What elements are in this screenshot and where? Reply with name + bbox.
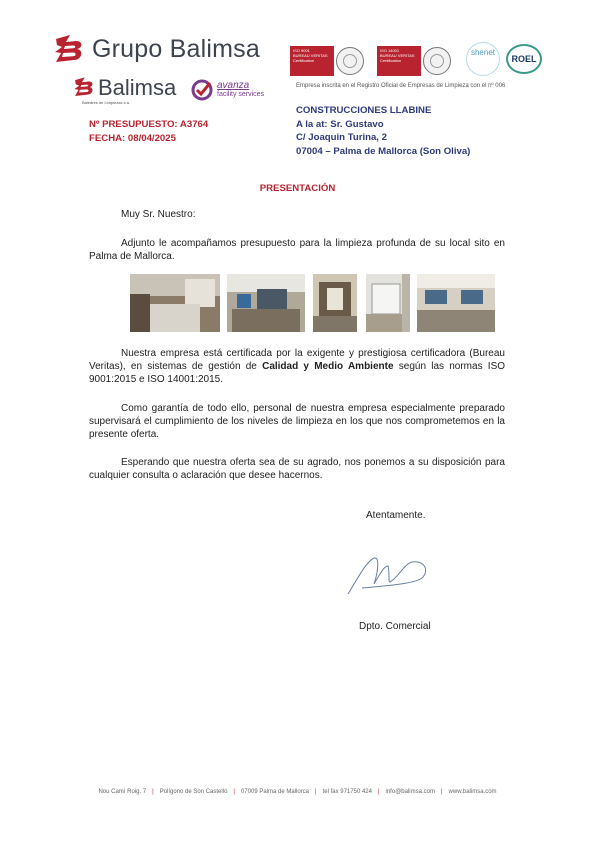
roel-logo: ROEL [506,44,542,74]
paragraph-certification-bold: Calidad y Medio Ambiente [262,361,394,372]
budget-block [89,118,208,145]
closing-text: Atentamente. [366,510,426,521]
paragraph-certification-text: Nuestra empresa está certificada por la exigente y prestigiosa certificadora (Bureau Veritas), en sistemas de gestión de [89,348,505,372]
recipient-block [296,104,470,158]
recipient-attention: A la at: Sr. Gustavo [296,118,384,130]
salutation [89,208,505,221]
paragraph-guarantee-text: Como garantía de todo ello, personal de nuestra empresa especialmente preparado supervisará el cumplimiento de los niveles de limpieza en los que nos comprometemos en la presente oferta. [89,403,505,440]
recipient-street: C/ Joaquin Turina, 2 [296,132,387,143]
paragraph-intro-text: Adjunto le acompañamos presupuesto para la limpieza profunda de su local sito en Palma de Mallorca. [89,238,505,262]
page-title: PRESENTACIÓN [259,183,336,194]
cert-label [377,46,421,76]
grupo-balimsa-logo [52,33,260,65]
salutation-text: Muy Sr. Nuestro: [121,209,196,220]
bureau-veritas-seal-icon [423,47,451,75]
balimsa-logo-text: Balimsa [98,75,177,100]
cert-line: Certification [380,57,402,63]
cert-label [290,46,334,76]
registry-text: Empresa inscrita en el Registro Oficial de Empresas de Limpieza con el nº 006 [296,83,506,89]
bureau-veritas-seal-icon [336,47,364,75]
shenet-logo: shenet [466,42,500,76]
office-photo [227,274,305,332]
footer-email-link[interactable]: info@balimsa.com [385,789,435,795]
avanza-logo [191,79,264,101]
balimsa-logo [72,75,177,105]
paragraph-closing-text: Esperando que nuestra oferta sea de su agrado, nos ponemos a su disposición para cualquier consulta o aclaración que desee hacernos. [89,457,505,481]
footer: Nou Camí Roig, 7 | Polígono de Son Castelló | 07009 Palma de Mallorca | tel fax 971750 424 | info@balimsa.com | www.balimsa.com [98,789,497,795]
footer-website-link[interactable]: www.balimsa.com [448,789,497,795]
paragraph-certification [89,347,505,386]
cert-line: Certification [293,57,315,63]
iso-9001-cert-badge [290,44,364,77]
footer-address: Nou Camí Roig, 7 [98,789,147,795]
paragraph-closing [89,456,505,482]
avanza-subtext: facility services [217,91,265,98]
cert-line: BUREAU VERITAS [293,52,328,58]
footer-phone: tel fax 971750 424 [322,789,372,795]
avanza-text: avanza [217,80,250,91]
cert-line: BUREAU VERITAS [380,52,415,58]
paragraph-intro [89,237,505,263]
office-photo [366,274,410,332]
iso-14001-cert-badge [377,44,451,77]
signature [344,548,464,598]
office-photo [417,274,495,332]
office-photo [313,274,357,332]
cert-line: ISO 14001 [380,47,400,53]
recipient-company: CONSTRUCCIONES LLABINE [296,105,432,116]
group-logo-text: Grupo Balimsa [92,34,260,63]
budget-date: FECHA: 08/04/2025 [89,132,176,144]
balimsa-logo-subtext: Baleares de Limpiezas s.a. [82,100,131,105]
cert-line: ISO 9001 [293,47,310,53]
paragraph-guarantee [89,402,505,441]
recipient-city: 07004 – Palma de Mallorca (Son Oliva) [296,145,471,157]
budget-number: Nº PRESUPUESTO: A3764 [89,119,209,130]
balimsa-b-icon [72,76,96,98]
paragraph-certification-end: según las normas ISO 9001:2015 e ISO 14001:2015. [89,361,506,385]
avanza-check-icon [191,79,213,101]
department-text: Dpto. Comercial [359,621,431,632]
office-photo [130,274,220,332]
footer-city: 07009 Palma de Mallorca [240,789,310,795]
footer-industrial-area: Polígono de Son Castelló [159,789,228,795]
balimsa-b-icon [52,33,86,65]
